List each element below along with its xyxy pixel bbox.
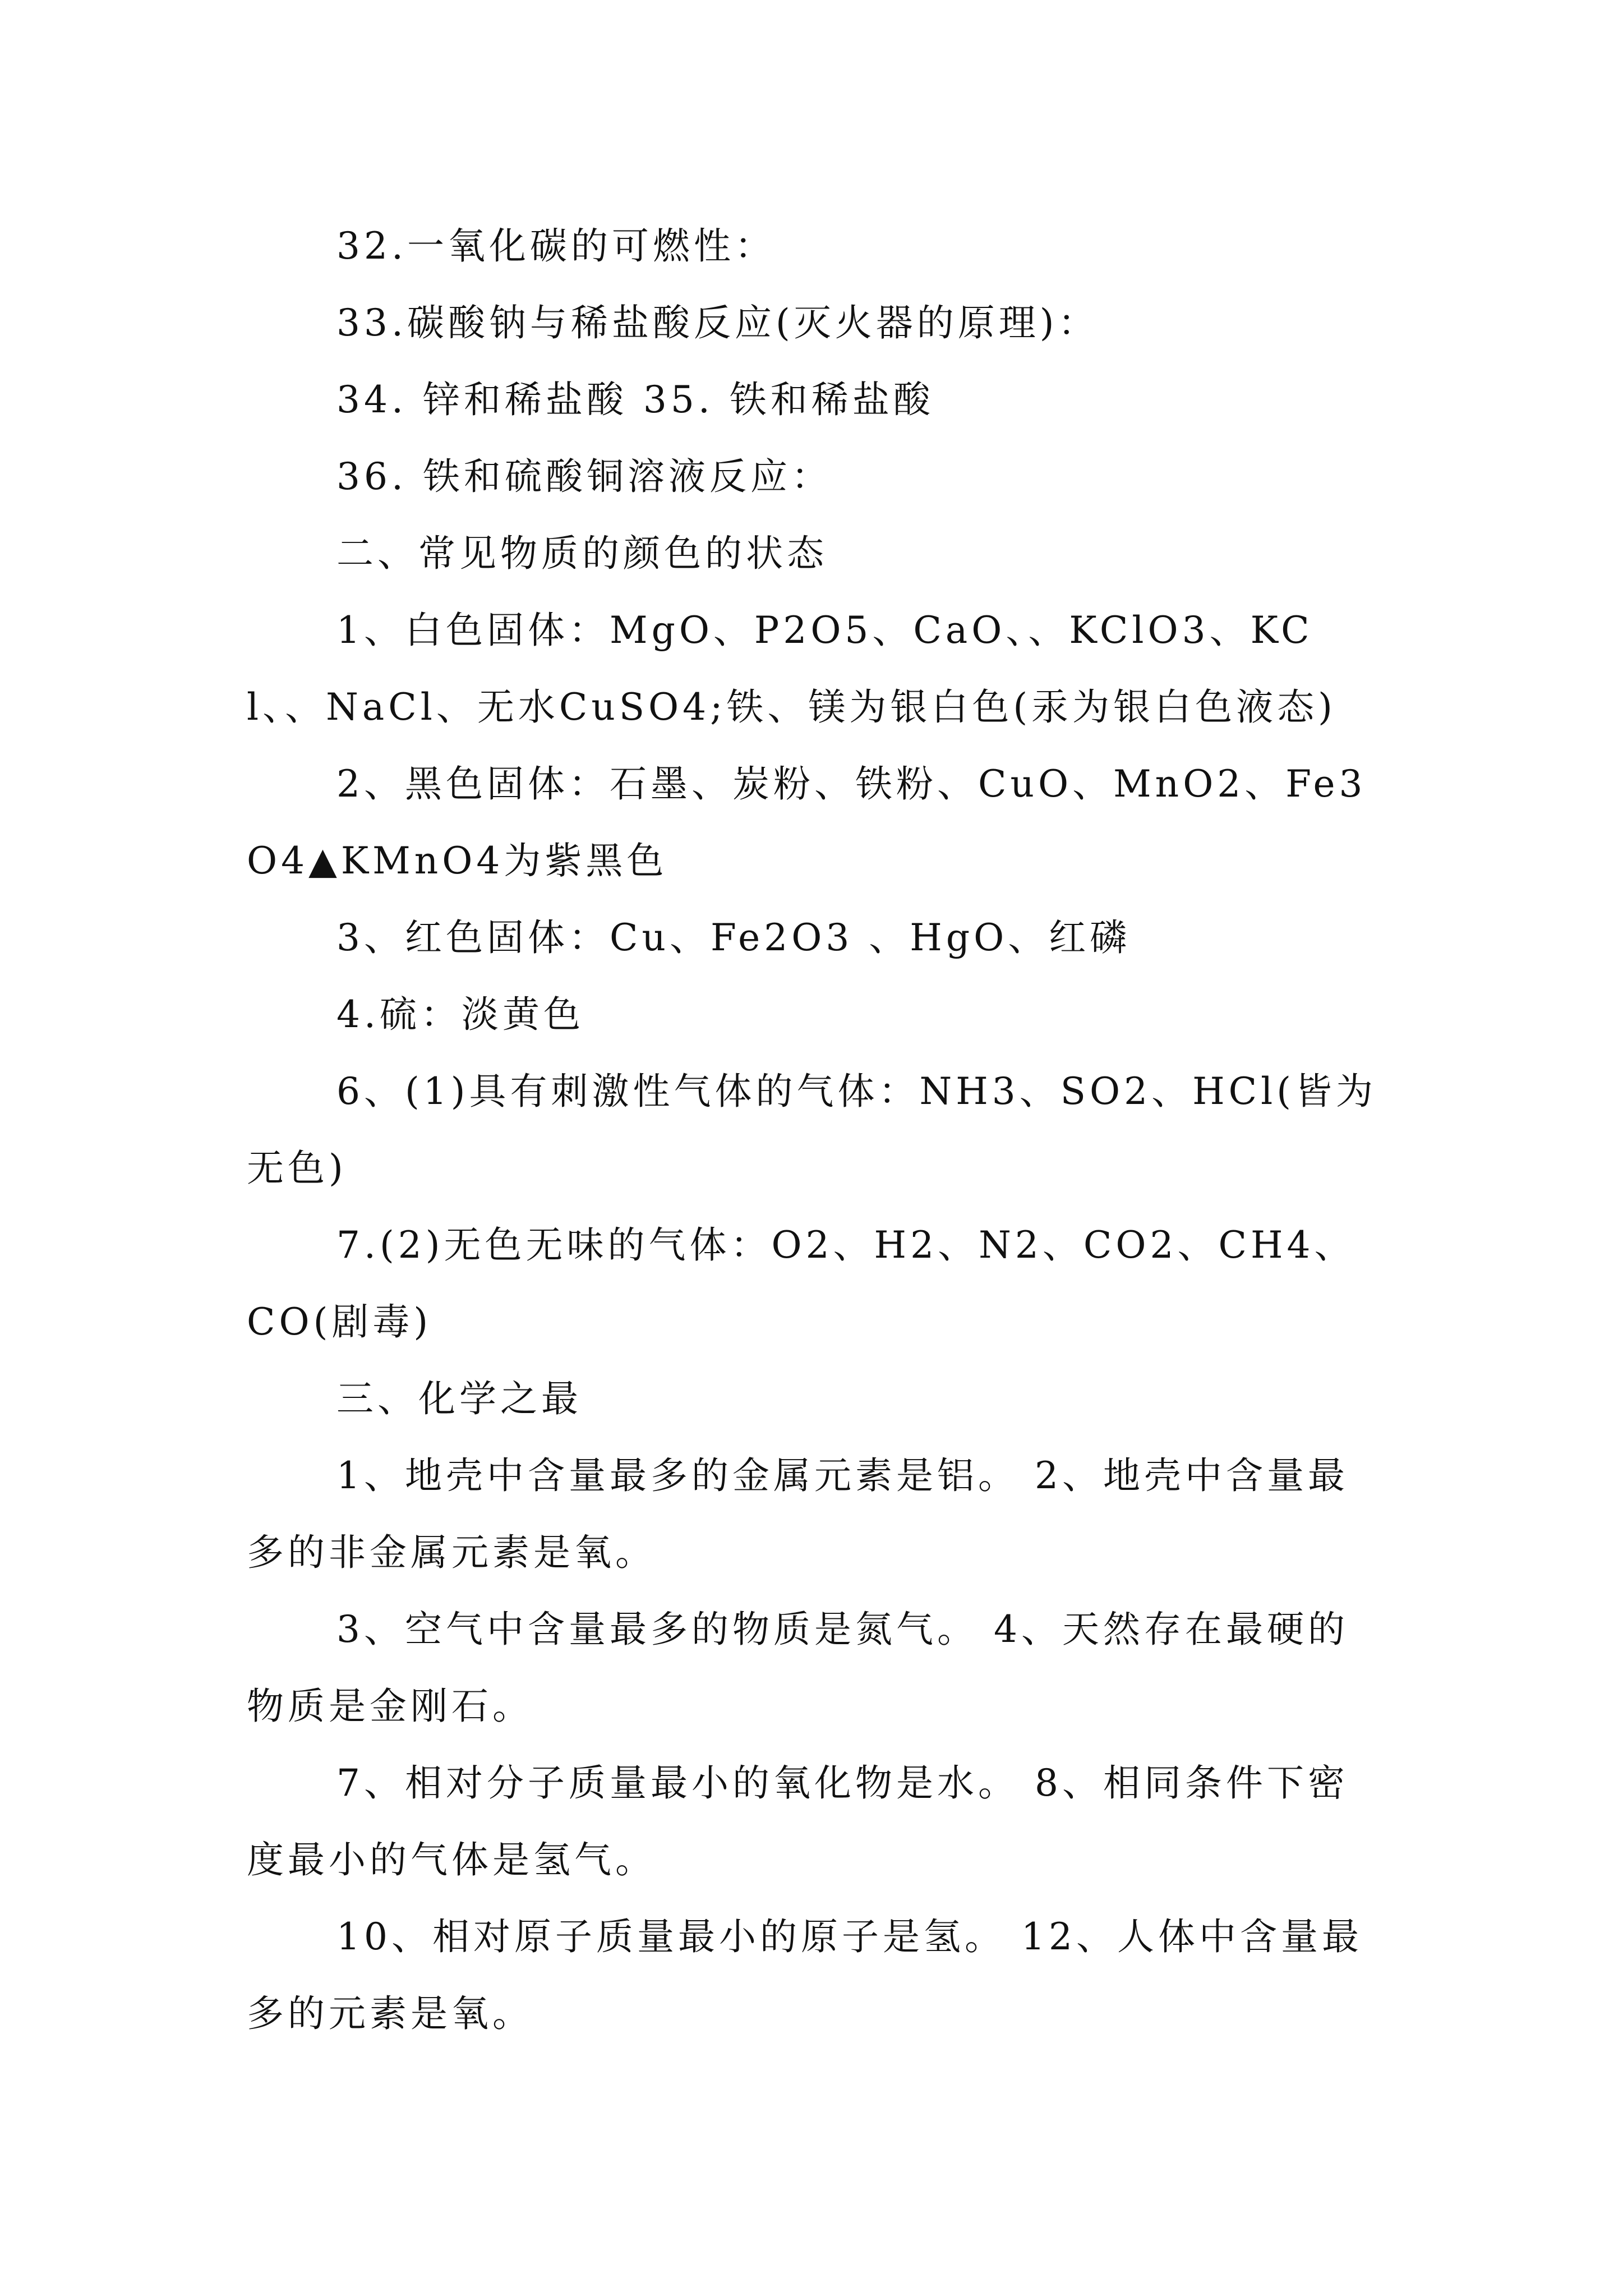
- item-white-solids: 1、白色固体：MgO、P2O5、CaO、、KClO3、KCl、、NaCl、无水CuSO4;铁、镁为银白色(汞为银白色液态): [247, 609, 1336, 729]
- item-irritating-gases: 6、(1)具有刺激性气体的气体：NH3、SO2、HCl(皆为无色): [247, 1070, 1377, 1190]
- item-black-solids: 2、黑色固体：石墨、炭粉、铁粉、CuO、MnO2、Fe3O4▲KMnO4为紫黑色: [247, 762, 1367, 882]
- item-smallest-oxide-density: 7、相对分子质量最小的氧化物是水。 8、相同条件下密度最小的气体是氢气。: [247, 1761, 1349, 1881]
- item-odorless-gases: 7.(2)无色无味的气体：O2、H2、N2、CO2、CH4、CO(剧毒): [247, 1223, 1355, 1343]
- line-iron-copper-sulfate: 36. 铁和硫酸铜溶液反应：: [336, 455, 832, 498]
- item-crust-elements: 1、地壳中含量最多的金属元素是铝。 2、地壳中含量最多的非金属元素是氧。: [247, 1454, 1349, 1574]
- section-heading-chemistry-superlatives: 三、化学之最: [336, 1377, 582, 1420]
- document-body: [247, 208, 1380, 2052]
- section-heading-colors-states: 二、常见物质的颜色的状态: [336, 532, 828, 575]
- item-air-hardest: 3、空气中含量最多的物质是氮气。 4、天然存在最硬的物质是金刚石。: [247, 1608, 1349, 1728]
- item-red-solids: 3、红色固体：Cu、Fe2O3 、HgO、红磷: [336, 916, 1131, 959]
- item-smallest-atom-body: 10、相对原子质量最小的原子是氢。 12、人体中含量最多的元素是氧。: [247, 1915, 1363, 2035]
- line-sodium-carbonate-reaction: 33.碳酸钠与稀盐酸反应(灭火器的原理)：: [336, 301, 1099, 344]
- line-zinc-iron-hcl: 34. 锌和稀盐酸 35. 铁和稀盐酸: [336, 378, 934, 421]
- item-sulfur: 4.硫：淡黄色: [336, 993, 584, 1036]
- line-co-combustion: 32.一氧化碳的可燃性：: [336, 224, 776, 268]
